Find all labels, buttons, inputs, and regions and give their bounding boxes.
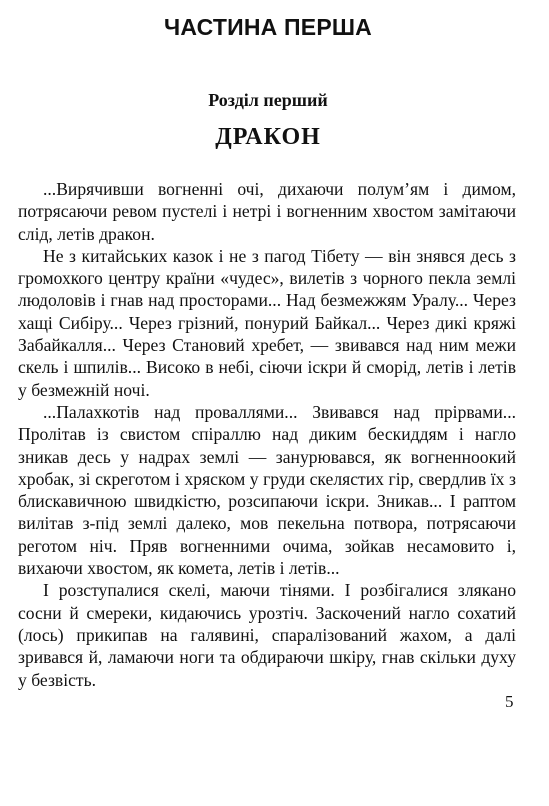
paragraph-1: ...Вирячивши вогненні очі, дихаючи полум’ям і димом, потрясаючи ревом пустелі і нетрі і вогненним хвостом замітаючи слід, летів дракон. [18, 179, 516, 244]
paragraph-3: ...Палахкотів над проваллями... Звивався над прірвами... Пролітав із свистом спіраллю над диким бескиддям і нагло зникав десь у надрах землі — занурювався, як вогненноокий хробак, зі скреготом і хряском у груди скелястих гір, свердлив їх з блискавичною швидкістю, розсипаючи іскри. Зникав... І раптом вилітав з-під землі далеко, мов пекельна потвора, потрясаючи реготом ніч. Пряв вогненними очима, зойкав несамовито і, вихаючи хвостом, як комета, летів і летів... [18, 401, 516, 579]
chapter-label: Розділ перший [208, 90, 328, 110]
body-text [18, 178, 516, 691]
page-number: 5 [505, 692, 514, 711]
paragraph-2: Не з китайських казок і не з пагод Тібету — він знявся десь з громохкого центру країни «чудес», вилетів з чорного пекла землі людоловів і гнав над просторами... Над безмежжям Уралу... Через хащі Сибіру... Через грізний, понурий Байкал... Через дикі кряжі Забайкалля... Через Становий хребет, — звивався над ним межи скель і шпилів... Високо в небі, сіючи іскри й сморід, летів і летів у безмежній ночі. [18, 245, 516, 400]
paragraph-4: І розступалися скелі, маючи тінями. І розбігалися зляканo сосни й смереки, кидаючись урозтіч. Заскочений нагло сохатий (лось) прикипав на галявині, спаралізований жахом, а далі зривався й, ламаючи ноги та обдираючи шкіру, гнав скільки духу у безвість. [18, 580, 516, 690]
part-title: ЧАСТИНА ПЕРША [164, 14, 372, 40]
chapter-title: ДРАКОН [215, 124, 321, 150]
